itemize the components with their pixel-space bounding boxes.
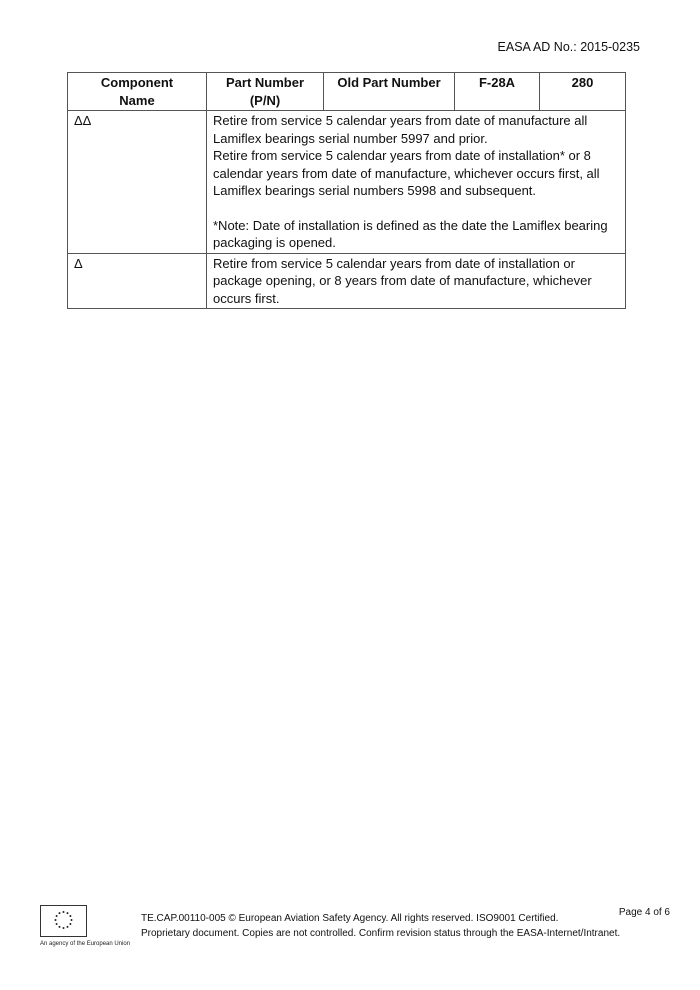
row-symbol: Δ: [68, 253, 207, 309]
header-f28a: [455, 73, 540, 111]
table-row: [68, 253, 626, 309]
table-row: [68, 111, 626, 254]
parts-table: [67, 72, 626, 309]
footer-text: [141, 912, 620, 941]
header-line: 280: [571, 75, 594, 90]
installation-note: *Note: Date of installation is defined as the date the Lamiflex bearing packaging is opened.: [213, 217, 608, 250]
description-paragraph: Retire from service 5 calendar years from date of manufacture all Lamiflex bearings serial number 5997 and prior.: [213, 113, 588, 146]
row-description: [207, 111, 626, 254]
agency-caption: An agency of the European Union: [40, 941, 131, 947]
header-line: (P/N): [249, 92, 281, 108]
header-line: F-28A: [478, 75, 516, 90]
table-header-row: [68, 73, 626, 111]
footer-proprietary: Proprietary document. Copies are not controlled. Confirm revision status through the EASA-Internet/Intranet.: [141, 927, 621, 939]
description-paragraph: Retire from service 5 calendar years from date of installation or package opening, or 8 years from date of manufacture, whichever occurs first.: [213, 255, 592, 306]
ad-number: EASA AD No.: 2015-0235: [497, 40, 640, 54]
header-component-name: [68, 73, 207, 111]
header-part-number: [207, 73, 324, 111]
eu-flag-icon: [40, 905, 87, 937]
description-paragraph: Retire from service 5 calendar years from date of installation* or 8 calendar years from date of manufacture, whichever occurs first, all Lamiflex bearings serial numbers 5998 and subsequent.: [213, 148, 600, 198]
header-280: [540, 73, 626, 111]
header-line: Component: [100, 75, 174, 90]
header-old-part-number: [324, 73, 455, 111]
page-number: Page 4 of 6: [618, 907, 670, 918]
row-symbol: ΔΔ: [68, 111, 207, 254]
header-line: Part Number: [225, 75, 305, 90]
footer-copyright: TE.CAP.00110-005 © European Aviation Safety Agency. All rights reserved. ISO9001 Certified.: [141, 913, 559, 924]
header-line: Old Part Number: [337, 75, 441, 90]
row-description: [207, 253, 626, 309]
header-line: Name: [119, 92, 155, 108]
eu-stars-icon: [41, 906, 86, 936]
